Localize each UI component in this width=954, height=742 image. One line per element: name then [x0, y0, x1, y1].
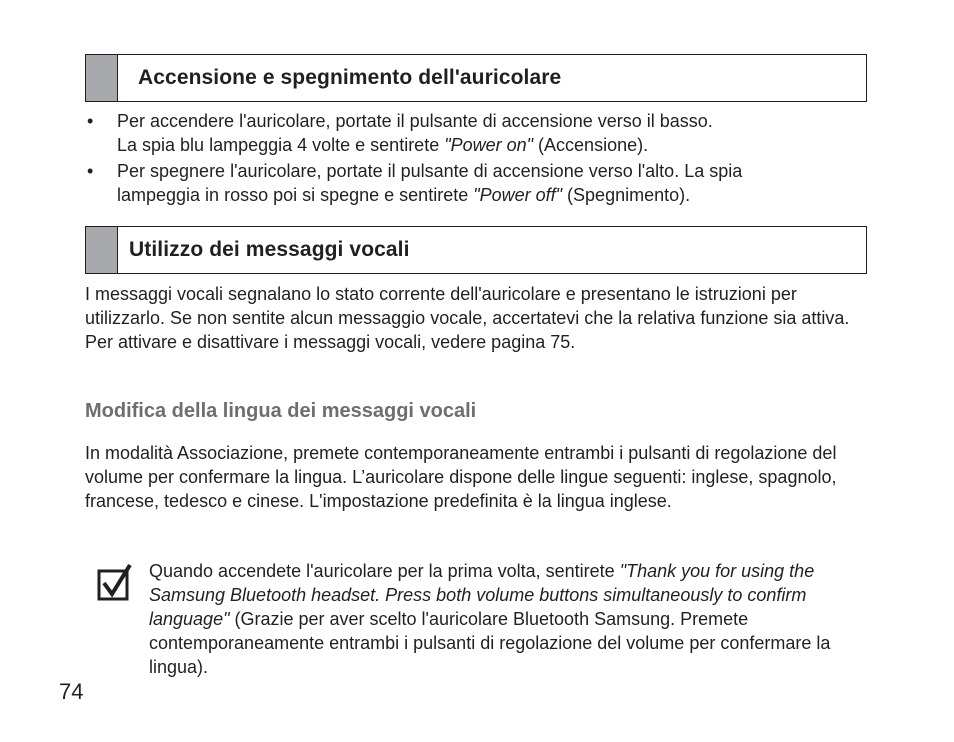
section-title: Utilizzo dei messaggi vocali: [129, 238, 410, 261]
checkbox-checked-icon: [97, 563, 133, 601]
section-header-tab: [86, 55, 118, 101]
section-title: Accensione e spegnimento dell'auricolare: [138, 66, 562, 89]
section-header-power: [85, 54, 867, 102]
note-text: [149, 559, 869, 679]
page-number: 74: [59, 679, 84, 704]
list-item: [85, 109, 875, 157]
note-quote: "Thank you for using the Samsung Bluetooth headset. Press both volume buttons simultaneously to confirm language": [149, 561, 815, 629]
note-text-start: Quando accendete l'auricolare per la prima volta, sentirete: [149, 561, 620, 581]
bullet-text: lampeggia in rosso poi si spegne e sentirete: [117, 185, 474, 205]
bullet-icon: •: [87, 111, 94, 131]
language-subheading: Modifica della lingua dei messaggi vocali: [85, 400, 477, 422]
section-header-voice-messages: [85, 226, 867, 274]
bullet-text: La spia blu lampeggia 4 volte e sentirete: [117, 135, 445, 155]
bullet-line: Per spegnere l'auricolare, portate il pulsante di accensione verso l'alto. La spia: [117, 161, 743, 181]
bullet-quote: "Power off": [473, 185, 563, 205]
bullet-text: (Spegnimento).: [562, 185, 691, 205]
section-header-tab: [86, 227, 118, 273]
bullet-quote: "Power on": [444, 135, 534, 155]
power-instructions-list: [85, 109, 875, 209]
bullet-line: Per accendere l'auricolare, portate il pulsante di accensione verso il basso.: [117, 111, 713, 131]
list-item: [85, 159, 875, 207]
note-text-end: (Grazie per aver scelto l'auricolare Bluetooth Samsung. Premete contemporaneamente entrambi i pulsanti di regolazione del volume per confermare la lingua).: [149, 609, 831, 677]
bullet-text: (Accensione).: [533, 135, 649, 155]
language-paragraph: In modalità Associazione, premete contemporaneamente entrambi i pulsanti di regolazione del volume per confermare la lingua. L’auricolare dispone delle lingue seguenti: inglese, spagnolo, francese, tedesco e cinese. L'impostazione predefinita è la lingua inglese.: [85, 443, 837, 511]
bullet-icon: •: [87, 161, 94, 181]
voice-messages-intro: I messaggi vocali segnalano lo stato corrente dell'auricolare e presentano le istruzioni per utilizzarlo. Se non sentite alcun messaggio vocale, accertatevi che la relativa funzione sia attiva. Per attivare e disattivare i messaggi vocali, vedere pagina 75.: [85, 284, 850, 352]
